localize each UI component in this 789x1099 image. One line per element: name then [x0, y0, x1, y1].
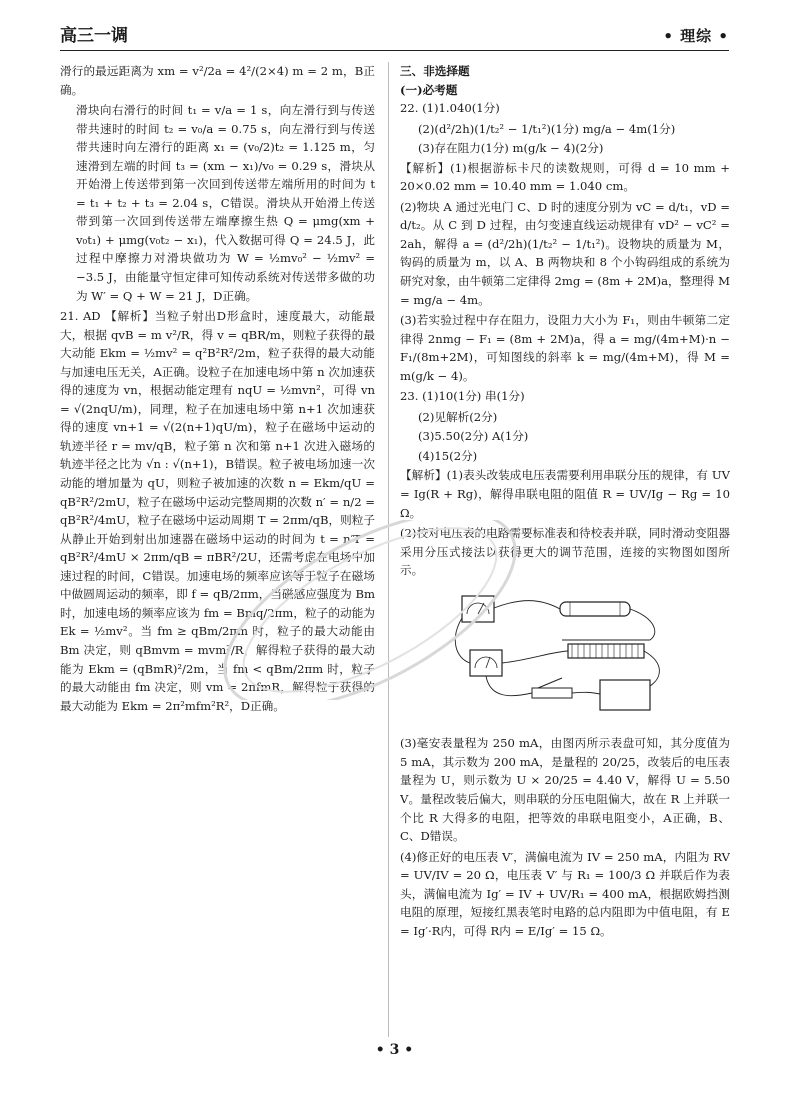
section-subtitle: (一)必考题: [400, 82, 458, 97]
power-supply-icon: [600, 680, 650, 710]
q21-answer-analysis: 21. AD 【解析】当粒子射出D形盒时，速度最大，动能最大，根据 qvB = m v²/R，得 v = qBR/m，则粒子获得的最大动能 Ekm = ½mv² = q²B²R²/2m，粒子获得的最大动能与加速电压无关，A正确。设粒子在加速电场中第 n 次加速获得的速度为 vn，根据动能定理有 nqU = ½mvn²，可得 vn = √(2nqU/m)，同理，粒子在加速电场中第 n+1 次加速获得的速度 vn+1 = √(2(n+1)qU/m)，粒子在磁场中运动的轨迹半径 r = mv/qB，粒子第 n 次和第 n+1 次进入磁场的轨迹半径之比为 √n : √(n+1)，B错误。粒子被电场加速一次动能的增加量为 qU，则粒子被加速的次数 n = Ekm/qU = qB²R²/2mU，粒子在磁场中运动完整周期的次数 n′ = n/2 = qB²R²/4mU，粒子在磁场中运动周期 T = 2πm/qB，则粒子从静止开始到射出加速器在磁场中运动的时间为 t = n′T = qB²R²/4mU × 2πm/qB = πBR²/2U，还需考虑在电场中加速过程的时间，C错误。加速电场的频率应该等于粒子在磁场中做圆周运动的频率，即 f = qB/2πm，当磁感应强度为 Bm 时，加速电场的频率应该为 fm = Bmq/2πm，粒子的动能为 Ek = ½mv²。当 fm ≥ qBm/2πm 时，粒子的最大动能由 Bm 决定，则 qBmvm = mvm²/R，解得粒子获得的最大动能为 Ekm = (qBmR)²/2m，当 fm < qBm/2πm 时，粒子的最大动能由 fm 决定，则 vm = 2πfmR，解得粒子获得的最大动能为 Ekm = 2π²mfm²R²，D正确。: [60, 309, 375, 713]
page-number: • 3 •: [375, 1042, 414, 1058]
q22-answer-1: 22. (1)1.040(1分): [400, 101, 500, 116]
q22-analysis-1: 【解析】(1)根据游标卡尺的读数规则，可得 d = 10 mm + 20×0.02 mm = 10.40 mm = 1.040 cm。: [400, 160, 730, 194]
q23-answer-3: (3)5.50(2分) A(1分): [418, 429, 529, 444]
milliammeter-icon: [470, 650, 502, 676]
q23-answer-2: (2)见解析(2分): [418, 409, 498, 424]
q22-analysis-3: (3)若实验过程中存在阻力，设阻力大小为 F₁，则由牛顿第二定律得 2nmg − F₁ = (8m + 2M)a，得 a = mg/(4m+M)·n − F₁/(8m+2M)，可知图线的斜率 k = mg/(4m+M)，得 M = m(g/k − 4)。: [400, 313, 730, 383]
standard-voltmeter-icon: [462, 596, 494, 622]
q23-answer-4: (4)15(2分): [418, 448, 478, 463]
q22-analysis-2: (2)物块 A 通过光电门 C、D 时的速度分别为 vC = d/t₁，vD = d/t₂。从 C 到 D 过程，由匀变速直线运动规律有 vD² − vC² = 2ah，解得 a = (d²/2h)(1/t₂² − 1/t₁²)。设物块的质量为 M，钩码的质量为 m，以 A、B 两物块和 8 个小钩码组成的系统为研究对象，由牛顿第二定律得 2mg = (8m + 2M)a，整理得 M = mg/a − 4m。: [400, 199, 730, 307]
left-paragraph-2: 滑块向右滑行的时间 t₁ = v/a = 1 s，向左滑行到与传送带共速时的时间 t₂ = v₀/a = 0.75 s，向左滑行到与传送带共速时向左滑行的距离 x₁ = (v₀/2)t₂ = 1.125 m，匀速滑到左端的时间 t₃ = (xm − x₁)/v₀ = 0.29 s，滑块从开始滑上传送带到第一次回到传送带左端所用的时间为 t = t₁ + t₂ + t₃ = 2.04 s，C错误。滑块从开始滑上传送带到第一次回到传送带左端摩擦生热 Q = μmg(xm + v₀t₁) + μmg(v₀t₂ − x₁)，代入数据可得 Q = 24.5 J，此过程中摩擦力对滑块做功为 W = ½mv₀² − ½mv² = −3.5 J，由能量守恒定律可知传动系统对传送带多做的功为 W′ = Q + W = 21 J，D正确。: [76, 103, 375, 303]
q22-answer-2: (2)(d²/2h)(1/t₂² − 1/t₁²)(1分) mg/a − 4m(1分): [418, 121, 676, 136]
q23-analysis-2: (2)校对电压表的电路需要标准表和待校表并联，同时滑动变阻器采用分压式接法以获得更大的调节范围，连接的实物图如图所示。: [400, 526, 730, 578]
header-subject: • 理综 •: [663, 27, 729, 45]
left-column: [60, 62, 375, 1037]
q23-analysis-3: (3)毫安表量程为 250 mA，由图丙所示表盘可知，其分度值为 5 mA，其示数为 200 mA，是量程的 20/25，改装后的电压表量程为 U，则示数为 U × 20/25 = 4.40 V，解得 U = 5.50 V。量程改装后偏大，则串联的分压电阻偏大，故在 R 上并联一个比 R 大得多的电阻，把等效的串联电阻变小，A正确，B、C、D错误。: [400, 736, 730, 844]
left-paragraph-1: 滑行的最远距离为 xm = v²/2a = 4²/(2×4) m = 2 m，B正确。: [60, 64, 375, 97]
page-header: [60, 20, 729, 51]
header-exam-title: 高三一调: [60, 26, 128, 46]
resistor-box-icon: [560, 602, 630, 616]
switch-icon: [532, 678, 572, 698]
q22-answer-3: (3)存在阻力(1分) m(g/k − 4)(2分): [418, 141, 604, 156]
q23-analysis-4: (4)修正好的电压表 V′，满偏电流为 IV = 250 mA，内阻为 RV = UV/IV = 20 Ω，电压表 V′ 与 R₁ = 100/3 Ω 并联后作为表头，满偏电流为 Ig′ = IV + UV/R₁ = 400 mA，根据欧姆挡测电阻的原理，短接红黑表笔时电路的总内阻即为中值电阻，有 E = Ig′·R内，可得 R内 = E/Ig′ = 15 Ω。: [400, 849, 730, 938]
circuit-diagram: [450, 588, 680, 723]
q23-answer-1: 23. (1)10(1分) 串(1分): [400, 389, 525, 404]
slide-rheostat-icon: [562, 640, 650, 658]
column-divider: [388, 62, 389, 1037]
q23-analysis-1: 【解析】(1)表头改装成电压表需要利用串联分压的规律，有 UV = Ig(R + Rg)，解得串联电阻的阻值 R = UV/Ig − Rg = 10 Ω。: [400, 468, 730, 520]
section-title: 三、非选择题: [400, 64, 470, 78]
right-column: [400, 62, 730, 1037]
